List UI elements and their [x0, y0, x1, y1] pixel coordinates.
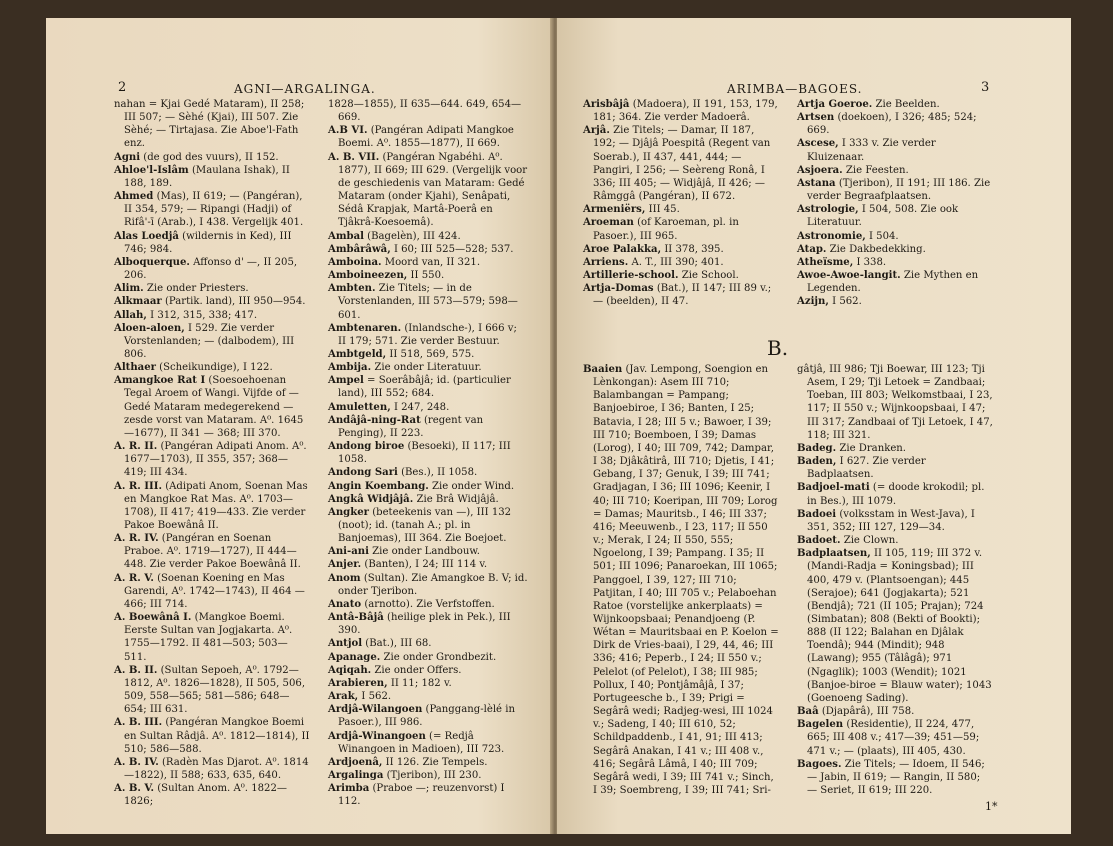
entry-headword: Artsen: [797, 112, 835, 124]
entry-headword: Baâ: [797, 706, 819, 718]
index-entry: [114, 361, 310, 374]
index-entry: [114, 374, 310, 440]
entry-references: (de god des vuurs), II 152.: [143, 151, 279, 163]
index-entry: [583, 124, 779, 203]
entry-references: (Pangéran Mangkoe Boemi en Sultan Râdjâ. A⁰. 1812—1814), II 510; 586—588.: [124, 717, 310, 755]
entry-headword: Aroe Palakka,: [583, 243, 662, 255]
entry-references: Zie onder Wind.: [432, 480, 515, 492]
entry-references: Zie Dakbedekking.: [829, 243, 926, 255]
entry-headword: A. B. VII.: [328, 151, 380, 163]
index-entry: [797, 508, 993, 534]
index-entry: [328, 124, 528, 150]
index-entry: [583, 243, 779, 256]
entry-headword: A. R. V.: [114, 572, 154, 584]
left-page-number: 2: [118, 80, 127, 95]
index-entry: [328, 98, 528, 124]
entry-headword: Andong biroe: [328, 441, 405, 453]
entry-headword: Badplaatsen,: [797, 548, 871, 560]
index-entry: [328, 493, 528, 506]
entry-references: I 333 v. Zie verder Kluizenaar.: [807, 138, 936, 163]
index-entry: [583, 98, 779, 124]
index-entry: [797, 256, 993, 269]
entry-references: (arnotto). Zie Verfstoffen.: [364, 598, 495, 610]
entry-references: Zie Titels; — Idoem, II 546; — Jabin, II 619; — Rangin, II 580; — Seriet, II 619; III 220.: [807, 758, 985, 796]
entry-references: (Besoeki), II 117; III 1058.: [338, 441, 511, 466]
index-entry: [328, 401, 528, 414]
entry-headword: Arimba: [328, 783, 370, 795]
entry-headword: Asjoera.: [797, 164, 843, 176]
entry-headword: Anato: [328, 598, 362, 610]
index-entry: [328, 558, 528, 571]
index-entry: [114, 256, 310, 282]
entry-headword: Atap.: [797, 243, 827, 255]
entry-headword: Agni: [114, 151, 141, 163]
entry-references: nahan = Kjai Gedé Mataram), II 258; III 507; — Sèhé (Kjai), III 507. Zie Sèhé; — Tirtajasa. Zie Aboe'l-Fath enz.: [114, 99, 305, 150]
entry-references: (= doode krokodil; pl. in Bes.), III 1079.: [807, 482, 985, 507]
index-entry: [114, 480, 310, 533]
entry-references: II 126. Zie Tempels.: [385, 756, 488, 768]
index-entry: [328, 322, 528, 348]
entry-references: II 11; 182 v.: [390, 677, 452, 689]
entry-references: gâtjâ, III 986; Tji Boewar, III 123; Tji Asem, I 29; Tji Letoek = Zandbaai; Toeban, III 803; Welkomstbaai, I 23, 117; II 550 v.; Wijnkoopsbaai, I 47; III 317; Zandbaai of Tji Letoek, I 47, 118; III 321.: [797, 364, 993, 441]
entry-headword: Astrologie,: [797, 204, 859, 216]
entry-headword: Amboineezen,: [328, 270, 408, 282]
entry-references: (Bes.), II 1058.: [401, 467, 478, 479]
entry-references: Zie onder Priesters.: [146, 283, 249, 295]
index-entry: [328, 769, 528, 782]
entry-headword: Astronomie,: [797, 230, 866, 242]
index-entry: [328, 572, 528, 598]
entry-references: (Banten), I 24; III 114 v.: [364, 559, 488, 571]
entry-headword: A. B. III.: [114, 717, 163, 729]
index-entry: [583, 363, 779, 797]
index-entry: [583, 203, 779, 216]
index-entry: [328, 230, 528, 243]
entry-references: I 562.: [361, 691, 392, 703]
entry-headword: Ambal: [328, 230, 364, 242]
entry-references: Moord van, II 321.: [384, 256, 481, 268]
index-entry: [328, 466, 528, 479]
entry-headword: Anom: [328, 572, 361, 584]
entry-headword: Badoei: [797, 508, 837, 520]
entry-references: I 60; III 525—528; 537.: [393, 243, 514, 255]
index-entry: [114, 782, 310, 808]
entry-references: I 627. Zie verder Badplaatsen.: [807, 456, 926, 481]
entry-references: (Jav. Lempong, Soengion en Lènkongan): Asem III 710; Balambangan = Pampang; Banjoebiroe, I 36; Banten, I 25; Batavia, I 28; III 5 v.; Bawoer, I 39; III 710; Boemboen, I 39; Damas (Lorog), I 40; III 709, 742; Dampar, I 38; Djâkâtirâ, III 710; Djetis, I 41; Gebang, I 37; Genuk, I 39; III 741; Gradjagan, I 36; III 1096; Keenir, I 40; III 710; Koeripan, III 709; Lorog = Damas; Mauritsb., I 46; III 337; 416; Meeuwenb., I 23, 117; II 550 v.; Merak, I 24; II 550, 555; Ngoelong, I 39; Pampang. I 35; II 501; III 1096; Panaroekan, III 1065; Panggoel, I 39, 127; III 710; Patjitan, I 40; III 705 v.; Pelaboehan Ratoe (vorstelijke ankerplaats) = Wijnkoopsbaai; Penandjoeng (P. Wétan = Mauritsbaai en P. Koelon = Dirk de Vries-baai), I 29, 44, 46; III 336; 416; Peperb., I 24; II 550 v.; Pelelot (of Pelelot), I 38; III 985; Pollux, I 40; Pontjâmâjâ, I 37; Portugeesche b., I 39; Prigi = Segârâ wedi; Radjeg-wesi, III 1024 v.; Sadeng, I 40; III 610, 52; Schildpaddenb., I 41, 91; III 413; Segârâ Anakan, I 41 v.; III 408 v., 416; Segârâ Lâmâ, I 40; III 709; Segârâ wedi, I 39; III 741 v.; Sinch, I 39; Soembreng, I 39; III 741; Sri-: [593, 364, 779, 796]
entry-references: Zie onder Landbouw.: [372, 546, 480, 558]
index-entry: [797, 164, 993, 177]
entry-references: (Djapârâ), III 758.: [821, 706, 915, 718]
entry-references: Zie School.: [681, 270, 739, 282]
index-entry: [797, 758, 993, 797]
entry-references: (= Redjâ Winangoen in Madioen), III 723.: [338, 730, 505, 755]
index-entry: [797, 534, 993, 547]
entry-references: (volksstam in West-Java), I 351, 352; III 127, 129—34.: [807, 508, 975, 533]
entry-headword: A. R. IV.: [114, 533, 159, 545]
entry-references: (of Karoeman, pl. in Pasoer.), III 965.: [593, 217, 739, 242]
index-entry: [114, 322, 310, 361]
entry-headword: Arjâ.: [583, 125, 610, 137]
index-entry: [328, 664, 528, 677]
entry-references: (Bat.), II 147; III 89 v.; — (beelden), II 47.: [593, 283, 772, 308]
entry-references: (Soesoehoenan Tegal Aroem of Wangi. Vijfde of — Gedé Mataram medegerekend — zesde vorst van Mataram. A⁰. 1645—1677), II 341 — 368; III 370.: [124, 375, 304, 439]
entry-headword: Bagelen: [797, 719, 844, 731]
index-entry: [114, 440, 310, 479]
entry-headword: Artja Goeroe.: [797, 99, 873, 110]
entry-references: (Inlandsche-), I 666 v; II 179; 571. Zie verder Bestuur.: [338, 322, 517, 347]
entry-references: (Soenan Koening en Mas Garendi, A⁰. 1742—1743), II 464 — 466; III 714.: [124, 572, 305, 610]
entry-headword: A. B. IV.: [114, 756, 159, 768]
entry-references: Zie Titels; — Damar, II 187, 192; — Djâjâ Poespitâ (Regent van Soerab.), II 437, 441, 444; — Pangiri, I 256; — Seèreng Ronâ, I 336; III 405; — Widjâjâ, II 426; — Râmggâ (Pangéran), II 672.: [593, 125, 771, 203]
entry-references: (Praboe —; reuzenvorst) I 112.: [338, 783, 505, 808]
index-entry: [328, 651, 528, 664]
entry-headword: Alboquerque.: [114, 256, 190, 268]
index-entry: [797, 269, 993, 295]
entry-headword: Apanage.: [328, 651, 381, 663]
index-entry: [583, 282, 779, 308]
index-entry: [328, 243, 528, 256]
index-entry: [114, 309, 310, 322]
index-entry: [114, 190, 310, 229]
entry-references: Zie Titels; — in de Vorstenlanden, III 573—579; 598—601.: [338, 283, 518, 321]
entry-references: III 45.: [648, 204, 680, 216]
entry-references: Zie Mythen en Legenden.: [807, 270, 979, 295]
entry-headword: Badoet.: [797, 535, 841, 547]
entry-headword: Amboina.: [328, 256, 382, 268]
entry-headword: Alkmaar: [114, 296, 162, 308]
entry-headword: A. B. II.: [114, 664, 158, 676]
entry-references: (Pangéran Adipati Anom. A⁰. 1677—1703), II 355, 357; 368—419; III 434.: [124, 441, 307, 479]
index-entry: [328, 506, 528, 545]
index-entry: [797, 363, 993, 442]
entry-references: II 550.: [410, 270, 445, 282]
index-entry: [328, 756, 528, 769]
entry-references: Zie Beelden.: [875, 99, 940, 110]
index-entry: [583, 216, 779, 242]
index-entry: [114, 664, 310, 717]
entry-headword: Alas Loedjâ: [114, 230, 179, 242]
entry-headword: Ambtgeld,: [328, 348, 387, 360]
entry-headword: Arabieren,: [328, 677, 388, 689]
entry-headword: Aqiqah.: [328, 664, 372, 676]
index-entry: [797, 177, 993, 203]
entry-headword: Angkâ Widjâjâ.: [328, 493, 414, 505]
entry-references: (Tjeribon), II 191; III 186. Zie verder Begraafplaatsen.: [807, 177, 991, 203]
index-entry: [328, 598, 528, 611]
entry-references: (Adipati Anom, Soenan Mas en Mangkoe Rat Mas. A⁰. 1703—1708), II 417; 419—433. Zie verder Pakoe Boewânâ II.: [124, 480, 308, 531]
index-entry: [114, 532, 310, 571]
entry-references: Zie Feesten.: [845, 164, 909, 176]
entry-headword: Alim.: [114, 283, 144, 295]
entry-headword: Ardjâ-Winangoen: [328, 730, 426, 742]
entry-headword: Aloen-aloen,: [114, 322, 185, 334]
left-running-head: AGNI—ARGALINGA.: [234, 82, 376, 96]
index-entry: [114, 164, 310, 190]
index-entry: [328, 730, 528, 756]
index-entry: [114, 716, 310, 755]
entry-headword: Baaien: [583, 364, 623, 375]
entry-references: (beteekenis van —), III 132 (noot); id. (tanah A.; pl. in Banjoemas), III 364. Zie Boejoet.: [338, 506, 512, 545]
entry-references: Zie Brâ Widjâjâ.: [416, 493, 499, 505]
entry-references: (regent van Penging), II 223.: [338, 414, 484, 439]
index-entry: [797, 295, 993, 308]
entry-headword: A. B. V.: [114, 783, 154, 795]
entry-headword: Arak,: [328, 691, 359, 703]
entry-references: (Partik. land), III 950—954.: [164, 296, 306, 308]
entry-references: I 338.: [856, 256, 887, 268]
entry-headword: Ambija.: [328, 362, 372, 374]
entry-headword: Ambtenaren.: [328, 322, 402, 334]
index-entry: [328, 256, 528, 269]
entry-references: (Sultan). Zie Amangkoe B. V; id. onder Tjeribon.: [338, 572, 528, 597]
index-entry: [797, 243, 993, 256]
entry-headword: Ani-ani: [328, 546, 369, 558]
entry-headword: A. R. II.: [114, 441, 158, 453]
entry-headword: Andong Sari: [328, 467, 398, 479]
entry-references: (Bat.), III 68.: [365, 638, 432, 650]
right-column-4: [797, 363, 993, 797]
entry-headword: Atheïsme,: [797, 256, 854, 268]
index-entry: [797, 481, 993, 507]
entry-references: (Pangéran en Soenan Praboe. A⁰. 1719—1727), II 444—448. Zie verder Pakoe Boewânâ II.: [124, 533, 301, 571]
entry-references: I 504.: [868, 230, 899, 242]
left-page: [46, 18, 554, 834]
left-column-2: [328, 98, 528, 808]
index-entry: [114, 98, 310, 151]
entry-headword: Althaer: [114, 362, 156, 374]
entry-headword: Artja-Domas: [583, 283, 654, 295]
entry-headword: Ahloe'l-Islâm: [114, 164, 189, 176]
index-entry: [328, 637, 528, 650]
right-column-1: [583, 98, 779, 309]
entry-headword: Badeg.: [797, 442, 837, 454]
index-entry: [797, 203, 993, 229]
index-entry: [797, 442, 993, 455]
entry-references: II 105, 119; III 372 v. (Mandi-Radja = Koningsbad); III 400, 479 v. (Plantsoengan); 445 (Serajoe); 641 (Jogjakarta); 521 (Bendjâ); 721 (II 105; Prajan); 724 (Simbatan); 808 (Bekti of Bookti); 888 (II 122; Balahan en Djâlak Toendâ); 944 (Mindit); 948 (Lawang); 955 (Tâlâgâ); 971 (Ngaglik); 1003 (Wendit); 1021 (Banjoe-biroe = Blauw water); 1043 (Goenoeng Sading).: [807, 548, 992, 704]
entry-headword: Bagoes.: [797, 758, 842, 770]
right-page-number: 3: [981, 80, 990, 95]
entry-headword: Artillerie-school.: [583, 270, 679, 282]
entry-references: (doekoen), I 326; 485; 524; 669.: [807, 112, 977, 137]
entry-references: (Scheikundige), I 122.: [159, 362, 273, 374]
index-entry: [328, 690, 528, 703]
index-entry: [114, 230, 310, 256]
index-entry: [114, 282, 310, 295]
entry-headword: Badjoel-mati: [797, 482, 870, 494]
entry-references: Zie onder Offers.: [374, 664, 462, 676]
entry-headword: Andâjâ-ning-Rat: [328, 414, 421, 426]
index-entry: [797, 718, 993, 757]
entry-references: (Tjeribon), III 230.: [386, 769, 482, 781]
left-column-1: [114, 98, 310, 808]
entry-references: (Residentie), II 224, 477, 665; III 408 v.; 417—39; 451—59; 471 v.; — (plaats), III 405, 430.: [807, 719, 980, 757]
index-entry: [114, 572, 310, 611]
entry-references: I 247, 248.: [393, 401, 450, 413]
index-entry: [797, 98, 993, 111]
entry-headword: A.B VI.: [328, 125, 368, 137]
index-entry: [114, 295, 310, 308]
index-entry: [328, 348, 528, 361]
entry-references: (Maulana Ishak), II 188, 189.: [124, 164, 290, 189]
index-entry: [328, 282, 528, 321]
entry-headword: Amuletten,: [328, 401, 391, 413]
index-entry: [797, 111, 993, 137]
index-entry: [114, 151, 310, 164]
right-column-2: [797, 98, 993, 309]
index-entry: [114, 756, 310, 782]
right-column-3: [583, 363, 779, 797]
entry-references: (Bagelèn), III 424.: [367, 230, 461, 242]
entry-headword: Ampel: [328, 375, 364, 387]
entry-headword: Baden,: [797, 456, 837, 468]
entry-headword: Argalinga: [328, 769, 384, 781]
entry-headword: A. R. III.: [114, 480, 162, 492]
entry-references: Zie Clown.: [843, 535, 899, 547]
entry-references: I 312, 315, 338; 417.: [150, 309, 258, 321]
index-entry: [328, 611, 528, 637]
entry-references: 1828—1855), II 635—644. 649, 654—669.: [328, 99, 522, 124]
index-entry: [583, 269, 779, 282]
index-entry: [328, 703, 528, 729]
entry-headword: Antâ-Bâjâ: [328, 612, 384, 624]
entry-headword: Aroeman: [583, 217, 634, 229]
entry-references: (Mangkoe Boemi. Eerste Sultan van Jogjakarta. A⁰. 1755—1792. II 481—503; 503—511.: [124, 612, 293, 663]
index-entry: [328, 414, 528, 440]
entry-references: (wildernis in Ked), III 746; 984.: [124, 230, 292, 255]
entry-headword: Angker: [328, 506, 369, 518]
entry-references: Zie Dranken.: [839, 442, 907, 454]
entry-headword: Allah,: [114, 309, 147, 321]
entry-references: Zie onder Literatuur.: [374, 362, 482, 374]
entry-references: II 378, 395.: [664, 243, 724, 255]
entry-headword: Astana: [797, 177, 836, 189]
entry-references: (Sultan Anom. A⁰. 1822—1826;: [124, 783, 287, 808]
entry-headword: Amangkoe Rat I: [114, 375, 206, 387]
entry-references: (Madoera), II 191, 153, 179, 181; 364. Zie verder Madoerâ.: [593, 99, 778, 124]
index-entry: [328, 151, 528, 230]
entry-references: (heilige plek in Pek.), III 390.: [338, 612, 511, 637]
index-entry: [797, 455, 993, 481]
index-entry: [797, 547, 993, 705]
index-entry: [328, 269, 528, 282]
entry-references: I 562.: [832, 296, 862, 308]
entry-references: Affonso d' —, II 205, 206.: [124, 256, 298, 282]
entry-references: I 529. Zie verder Vorstenlanden; — (dalbodem), III 806.: [124, 322, 295, 360]
entry-headword: Ardjâ-Wilangoen: [328, 704, 423, 716]
entry-headword: Awoe-Awoe-langit.: [797, 270, 901, 282]
index-entry: [328, 782, 528, 808]
entry-headword: Azijn,: [797, 296, 829, 308]
entry-headword: Arisbâjâ: [583, 99, 630, 110]
entry-headword: Armeniërs,: [583, 204, 646, 216]
entry-headword: A. Boewânâ I.: [114, 612, 192, 624]
index-entry: [797, 705, 993, 718]
index-entry: [328, 677, 528, 690]
entry-headword: Ambten.: [328, 283, 376, 295]
entry-references: A. T., III 390; 401.: [631, 256, 724, 268]
entry-references: (Panggang-lèlé in Pasoer.), III 986.: [338, 704, 515, 729]
entry-references: (Pangéran Ngabéhi. A⁰. 1877), II 669; III 629. (Vergelijk voor de geschiedenis van Mataram: Gedé Mataram (onder Kjahi), Senâpati, Sédâ Krapjak, Martâ-Poerâ en Tjâkrâ-Koesoemâ).: [338, 151, 528, 229]
entry-headword: Ascese,: [797, 138, 839, 150]
entry-references: (Sultan Sepoeh, A⁰. 1792—1812, A⁰. 1826—1828), II 505, 506, 509, 558—565; 581—586; 648—654; III 631.: [124, 664, 306, 716]
index-entry: [328, 440, 528, 466]
index-entry: [328, 545, 528, 558]
entry-headword: Angin Koembang.: [328, 480, 429, 492]
entry-headword: Antjol: [328, 638, 363, 650]
entry-headword: Ambârâwâ,: [328, 243, 391, 255]
entry-references: I 504, 508. Zie ook Literatuur.: [807, 204, 959, 229]
index-entry: [797, 137, 993, 163]
index-entry: [328, 361, 528, 374]
entry-headword: Ardjoenâ,: [328, 756, 383, 768]
entry-headword: Anjer.: [328, 559, 362, 571]
entry-references: II 518, 569, 575.: [389, 348, 475, 360]
index-entry: [583, 256, 779, 269]
entry-references: Zie onder Grondbezit.: [383, 651, 497, 663]
index-entry: [328, 374, 528, 400]
entry-references: (Pangéran Adipati Mangkoe Boemi. A⁰. 1855—1877), II 669.: [338, 125, 514, 150]
index-entry: [797, 230, 993, 243]
entry-references: (Radèn Mas Djarot. A⁰. 1814—1822), II 588; 633, 635, 640.: [124, 756, 309, 781]
entry-references: (Mas), II 619; — (Pangéran), II 354, 579; — Ripangi (Hadji) of Rifâ'-ī (Arab.), I 438. Vergelijk 401.: [124, 191, 304, 229]
right-running-head: ARIMBA—BAGOES.: [727, 82, 863, 96]
index-entry: [114, 611, 310, 664]
entry-references: = Soerâbâjâ; id. (particulier land), III 552; 684.: [338, 375, 511, 400]
entry-headword: Ahmed: [114, 191, 154, 203]
section-letter: B.: [767, 336, 789, 360]
entry-headword: Arriens.: [583, 256, 629, 268]
signature-mark: 1*: [985, 800, 998, 813]
right-page: [557, 18, 1071, 834]
index-entry: [328, 480, 528, 493]
